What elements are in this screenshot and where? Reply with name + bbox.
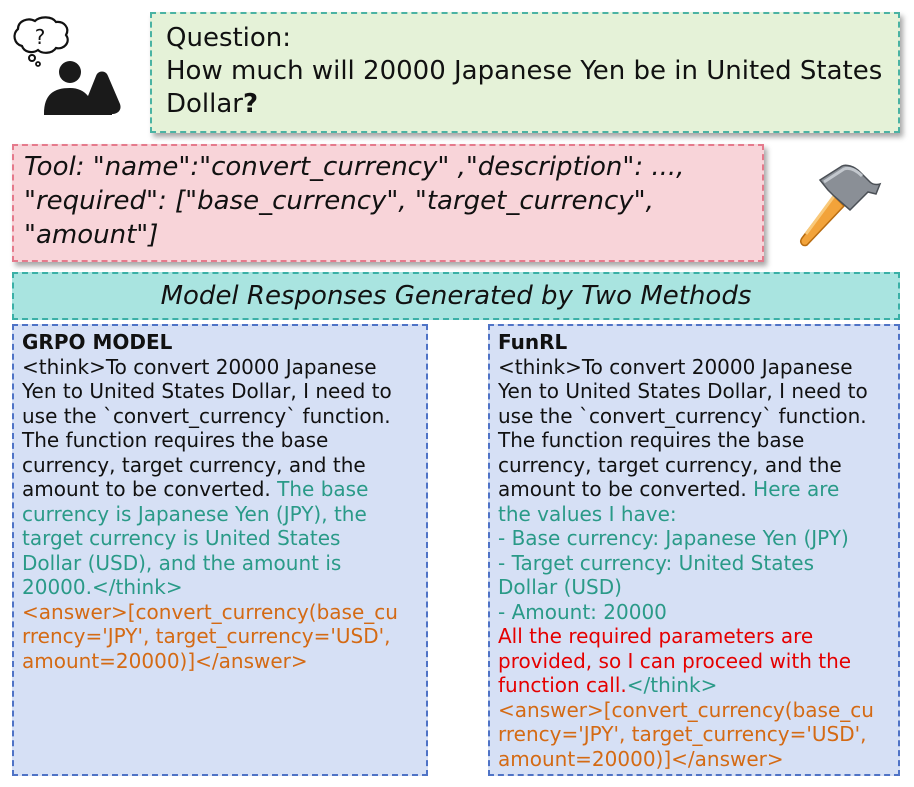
panel-title: FunRL [498, 330, 568, 354]
tool-definition-box [12, 144, 764, 262]
answer-line: rrency='JPY', target_currency='USD', [498, 722, 867, 746]
response-line: 20000.</think> [22, 575, 183, 599]
response-line: currency, target currency, and the [22, 452, 366, 477]
highlight-teal: The base [277, 477, 369, 501]
thinking-person-icon [8, 16, 126, 116]
response-line-teal: - Target currency: United States [498, 550, 815, 575]
response-line: <think>To convert 20000 Japanese [498, 354, 853, 379]
response-line: currency, target currency, and the [498, 452, 842, 477]
answer-line: <answer>[convert_currency(base_cu [498, 697, 874, 722]
highlight-teal: Here are [753, 477, 840, 501]
question-label: Question: [166, 23, 292, 53]
section-header [12, 272, 900, 320]
answer-line: amount=20000)]</answer> [498, 746, 784, 771]
response-line: amount to be converted. The base [22, 477, 369, 501]
response-line-teal: currency is Japanese Yen (JPY), the [22, 501, 367, 526]
response-line-red: provided, so I can proceed with the [498, 648, 852, 673]
section-title: Model Responses Generated by Two Methods [160, 281, 752, 311]
response-line: amount to be converted. Here are [498, 477, 840, 501]
response-line: function call.</think> [498, 673, 718, 697]
response-line: The function requires the base [498, 428, 805, 452]
answer-line: amount=20000)]</answer> [22, 648, 308, 673]
response-line: use the `convert_currency` function. [22, 403, 391, 428]
response-line: <think>To convert 20000 Japanese [22, 354, 377, 379]
question-box [150, 12, 900, 133]
response-line-red: All the required parameters are [498, 624, 814, 648]
hammer-icon [784, 152, 884, 252]
svg-text:?: ? [34, 25, 46, 49]
answer-line: <answer>[convert_currency(base_cu [22, 599, 398, 624]
response-line: Yen to United States Dollar, I need to [498, 379, 868, 403]
panel-title: GRPO MODEL [22, 330, 173, 354]
grpo-response-panel [12, 324, 428, 776]
funrl-response-panel [488, 324, 900, 776]
response-line: use the `convert_currency` function. [498, 403, 867, 428]
tool-line: Tool: "name":"convert_currency" ,"description": ..., [24, 152, 685, 182]
response-line-teal: - Amount: 20000 [498, 599, 667, 624]
response-line-teal: Dollar (USD) [498, 575, 622, 599]
question-mark: ? [243, 89, 259, 119]
response-line-teal: target currency is United States [22, 526, 341, 550]
question-text: How much will 20000 Japanese Yen be in United States Dollar? [166, 56, 883, 119]
response-line: Yen to United States Dollar, I need to [22, 379, 392, 403]
response-line-teal: - Base currency: Japanese Yen (JPY) [498, 526, 849, 550]
answer-line: rrency='JPY', target_currency='USD', [22, 624, 391, 648]
tool-line: "amount"] [24, 220, 159, 250]
response-line-teal: Dollar (USD), and the amount is [22, 550, 342, 575]
response-line: The function requires the base [22, 428, 329, 452]
response-line-teal: the values I have: [498, 501, 677, 526]
tool-line: "required": ["base_currency", "target_currency", [24, 186, 654, 216]
